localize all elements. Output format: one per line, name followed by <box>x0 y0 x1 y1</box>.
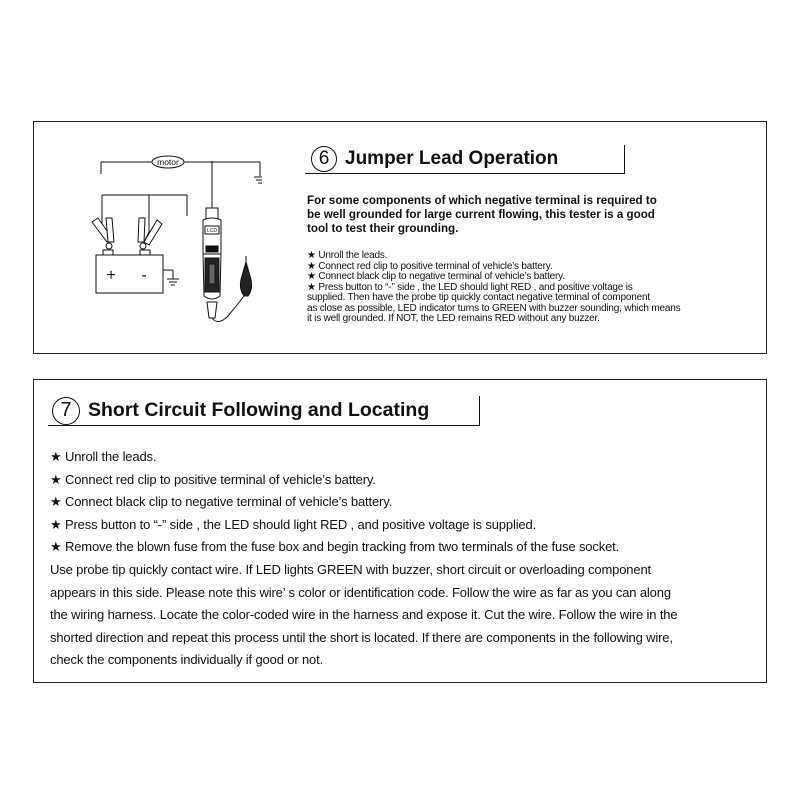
intro-line: be well grounded for large current flowing, this tester is a good <box>307 208 655 221</box>
section-6-steps <box>307 251 757 325</box>
intro-line: For some components of which negative terminal is required to <box>307 194 657 207</box>
step-line: supplied. Then have the probe tip quickly contact negative terminal of component <box>307 292 650 303</box>
body-line: ★ Press button to “-” side , the LED should light RED , and positive voltage is supplied. <box>50 516 537 532</box>
battery-plus-label: + <box>106 267 116 284</box>
body-line: Use probe tip quickly contact wire. If LED lights GREEN with buzzer, short circuit or overloading component <box>50 561 651 577</box>
section-6-number: 6 <box>311 146 337 172</box>
section-7-body <box>50 446 755 672</box>
body-line: check the components individually if good or not. <box>50 652 324 668</box>
probe-lcd-label: LCD <box>206 228 218 234</box>
section-7-title <box>48 396 480 426</box>
step-line: ★ Unroll the leads. <box>307 250 388 261</box>
body-line: shorted direction and repeat this process until the short is located. If there are components in the following wire, <box>50 629 673 645</box>
probe-lead-icon <box>212 296 244 322</box>
ground-icon <box>163 270 179 285</box>
probe-tester-icon <box>203 161 221 318</box>
red-clip-icon <box>92 218 114 249</box>
probe-clip-icon <box>240 256 251 296</box>
motor-circuit <box>101 156 262 183</box>
step-line: ★ Press button to “-” side , the LED should light RED , and positive voltage is <box>307 281 633 293</box>
motor-label: motor <box>157 157 179 167</box>
body-line: ★ Connect black clip to negative terminal of vehicle’s battery. <box>50 494 393 510</box>
section-6-title-text: Jumper Lead Operation <box>345 148 559 169</box>
section-6-intro <box>307 194 707 236</box>
jumper-lead-diagram <box>62 146 262 326</box>
step-line: as close as possible, LED indicator turns to GREEN with buzzer sounding, which means <box>307 302 681 314</box>
intro-line: tool to test their grounding. <box>307 222 459 235</box>
body-line: the wiring harness. Locate the color-coded wire in the harness and expose it. Cut the wire. Follow the wire in the <box>50 607 678 623</box>
step-line: it is well grounded. If NOT, the LED remains RED without any buzzer. <box>307 313 600 324</box>
step-line: ★ Connect red clip to positive terminal of vehicle’s battery. <box>307 260 553 272</box>
section-6-title <box>305 145 625 174</box>
section-7-title-text: Short Circuit Following and Locating <box>88 399 430 421</box>
body-line: ★ Remove the blown fuse from the fuse box and begin tracking from two terminals of the fuse socket. <box>50 539 620 555</box>
jumper-lead-panel <box>33 121 767 354</box>
battery-minus-label: - <box>141 267 147 284</box>
black-clip-icon <box>138 218 162 249</box>
short-circuit-panel <box>33 379 767 683</box>
section-7-number: 7 <box>52 397 80 425</box>
step-line: ★ Connect black clip to negative terminal of vehicle’s battery. <box>307 271 565 282</box>
body-line: ★ Connect red clip to positive terminal of vehicle’s battery. <box>50 471 376 487</box>
body-line: ★ Unroll the leads. <box>50 449 157 464</box>
body-line: appears in this side. Please note this wire’ s color or identification code. Follow the wire as far as you can along <box>50 584 671 600</box>
